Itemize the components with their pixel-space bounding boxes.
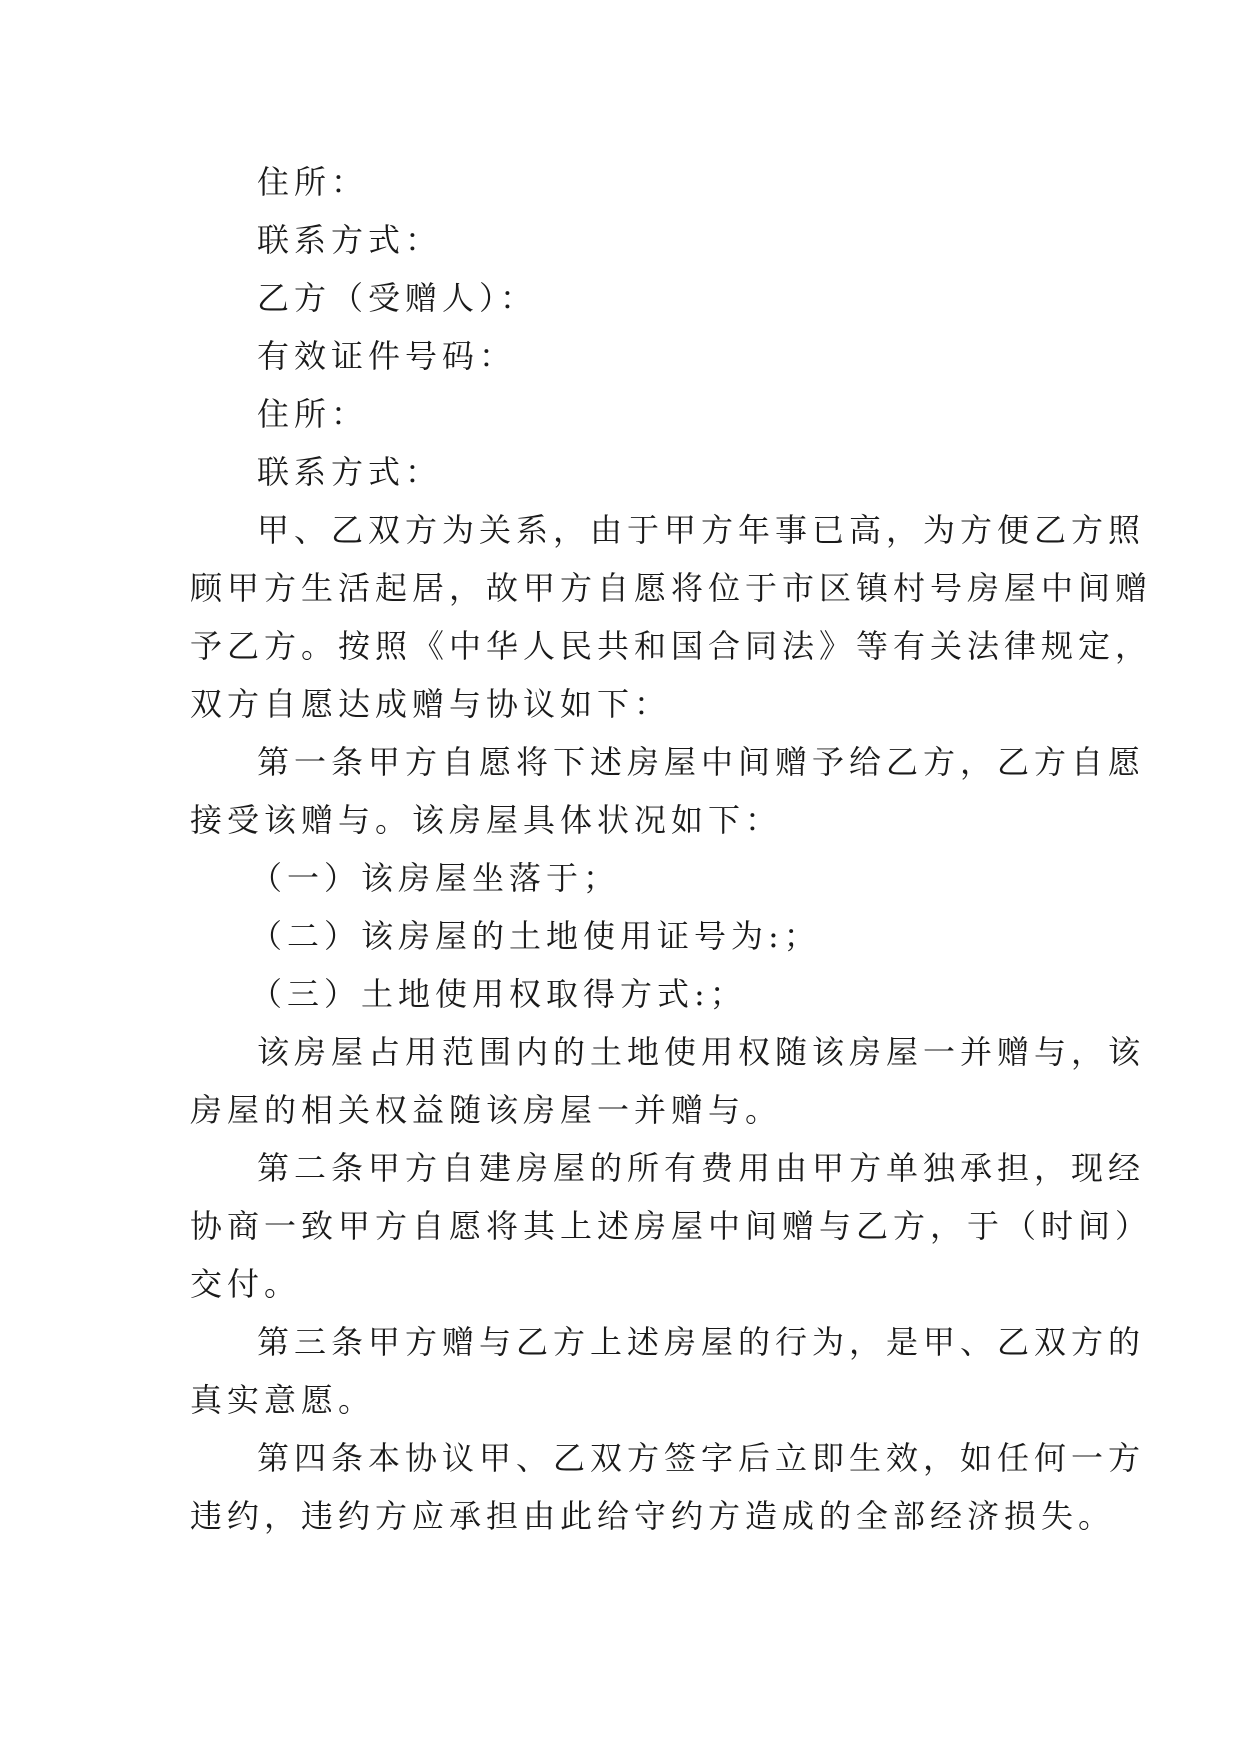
paragraph-line: 第三条甲方赠与乙方上述房屋的行为，是甲、乙双方的	[257, 1323, 1146, 1361]
paragraph-line: 交付。	[190, 1265, 302, 1303]
donee-address-field: 住所：	[257, 395, 369, 433]
paragraph-line: 第二条甲方自建房屋的所有费用由甲方单独承担，现经	[257, 1149, 1146, 1187]
paragraph-line: 予乙方。按照《中华人民共和国合同法》等有关法律规定，	[190, 627, 1153, 665]
donee-contact-field: 联系方式：	[257, 453, 443, 491]
paragraph-line: 顾甲方生活起居，故甲方自愿将位于市区镇村号房屋中间赠	[190, 569, 1153, 607]
paragraph-line: 双方自愿达成赠与协议如下：	[190, 685, 672, 723]
donee-id-number-field: 有效证件号码：	[257, 337, 517, 375]
paragraph-line: 违约，违约方应承担由此给守约方造成的全部经济损失。	[190, 1497, 1116, 1535]
paragraph-line: 接受该赠与。该房屋具体状况如下：	[190, 801, 783, 839]
document-body	[190, 153, 1153, 1545]
donee-party-field: 乙方（受赠人）：	[257, 279, 538, 317]
paragraph-line: 第四条本协议甲、乙双方签字后立即生效，如任何一方	[257, 1439, 1146, 1477]
paragraph-line: 真实意愿。	[190, 1381, 376, 1419]
paragraph-line: 第一条甲方自愿将下述房屋中间赠予给乙方，乙方自愿	[257, 743, 1146, 781]
article-4-paragraph	[190, 1429, 1146, 1545]
article-1-paragraph	[190, 733, 1146, 849]
paragraph-line: 房屋的相关权益随该房屋一并赠与。	[190, 1091, 783, 1129]
article-2-paragraph	[190, 1139, 1153, 1313]
property-item-location: （一）该房屋坐落于；	[250, 859, 621, 897]
paragraph-line: 协商一致甲方自愿将其上述房屋中间赠与乙方，于（时间）	[190, 1207, 1153, 1245]
intro-paragraph	[190, 501, 1153, 733]
donor-contact-field: 联系方式：	[257, 221, 443, 259]
paragraph-line: 该房屋占用范围内的土地使用权随该房屋一并赠与，该	[257, 1033, 1146, 1071]
land-clause-paragraph	[190, 1023, 1146, 1139]
property-item-land-cert: （二）该房屋的土地使用证号为:；	[250, 917, 821, 955]
article-3-paragraph	[190, 1313, 1146, 1429]
paragraph-line: 甲、乙双方为关系，由于甲方年事已高，为方便乙方照	[257, 511, 1146, 549]
donor-address-field: 住所：	[257, 163, 369, 201]
property-item-land-acquisition: （三）土地使用权取得方式:；	[250, 975, 747, 1013]
